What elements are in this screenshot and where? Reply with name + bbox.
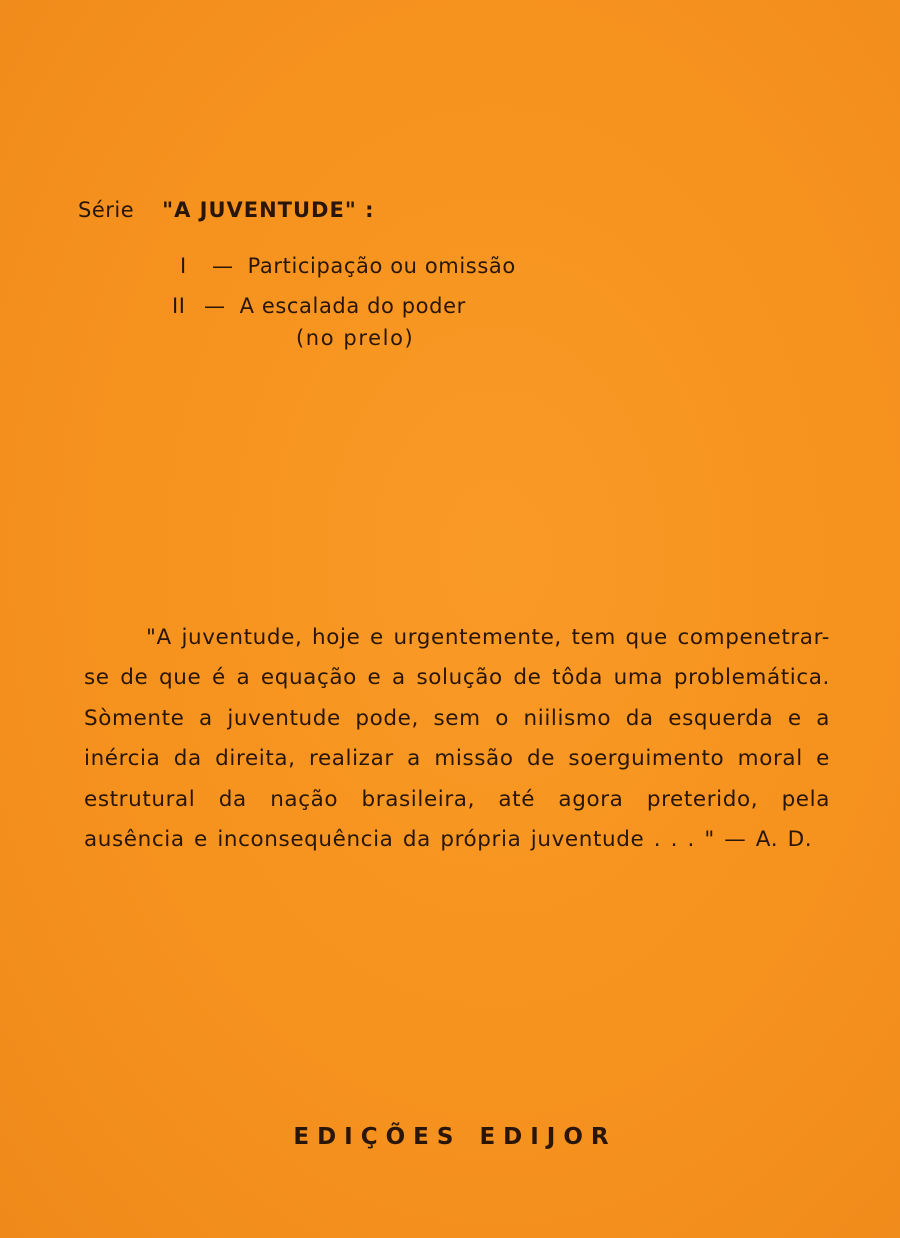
volume-title: A escalada do poder xyxy=(239,294,466,318)
series-heading xyxy=(78,198,375,222)
volume-item-2 xyxy=(172,294,466,318)
volume-item-1 xyxy=(180,254,516,278)
publisher-word-1: EDIÇÕES xyxy=(293,1124,462,1150)
publisher-word-2: EDIJOR xyxy=(479,1124,617,1150)
volume-number: II xyxy=(172,294,186,318)
epigraph-quote xyxy=(84,618,830,861)
volume-number: I xyxy=(180,254,187,278)
volume-title: Participação ou omissão xyxy=(247,254,516,278)
quote-text: "A juventude, hoje e urgentemente, tem que compenetrar-se de que é a equação e a solução de tôda uma problemática. Sòmente a juventude pode, sem o niilismo da esquerda e a inércia da direita, realizar a missão de soerguimento moral e estrutural da nação brasileira, até agora preterido, pela ausência e inconsequência da própria juventude . . . " xyxy=(84,624,830,852)
series-title: "A JUVENTUDE" : xyxy=(162,198,375,222)
volume-dash: — xyxy=(212,254,234,278)
quote-attribution: — A. D. xyxy=(724,827,813,852)
series-prefix: Série xyxy=(78,198,135,222)
volume-note: (no prelo) xyxy=(296,326,415,350)
publisher-imprint xyxy=(0,1124,900,1150)
volume-dash: — xyxy=(204,294,226,318)
